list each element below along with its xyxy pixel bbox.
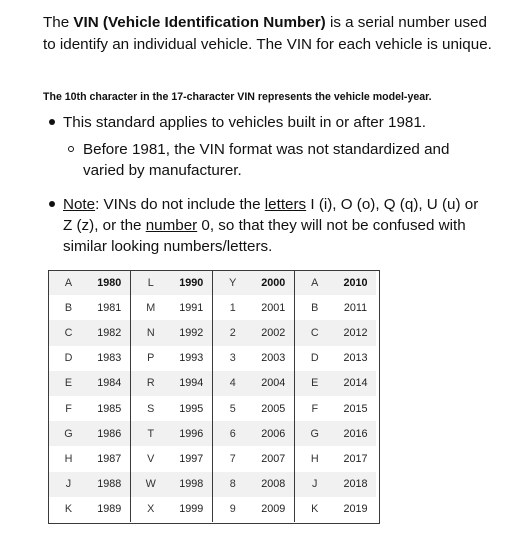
- model-year-cell: 1985: [89, 396, 130, 421]
- model-year-cell: 2001: [253, 295, 294, 320]
- model-year-cell: 2019: [335, 497, 376, 522]
- model-year-cell: 1993: [171, 346, 212, 371]
- vin-character-cell: L: [130, 270, 171, 295]
- model-year-cell: 2014: [335, 371, 376, 396]
- model-year-cell: 2005: [253, 396, 294, 421]
- vin-character-cell: M: [130, 295, 171, 320]
- model-year-cell: 2018: [335, 472, 376, 497]
- hollow-bullet-icon: [68, 146, 74, 152]
- vin-character-cell: F: [48, 396, 89, 421]
- vin-character-cell: 6: [212, 421, 253, 446]
- note-text-3: 0, so that they will not be confused with similar looking numbers/letters.: [63, 217, 466, 255]
- vin-character-cell: J: [48, 472, 89, 497]
- model-year-table: [48, 270, 376, 522]
- model-year-cell: 1987: [89, 446, 130, 471]
- intro-paragraph: [43, 12, 503, 56]
- note-letters-word: letters: [264, 196, 307, 213]
- model-year-cell: 2007: [253, 446, 294, 471]
- vin-character-cell: S: [130, 396, 171, 421]
- vin-character-cell: P: [130, 346, 171, 371]
- model-year-cell: 1992: [171, 320, 212, 345]
- table-row: [48, 371, 376, 396]
- sub-bullet-text: Before 1981, the VIN format was not standardized and varied by manufacturer.: [83, 141, 450, 179]
- table-row: [48, 472, 376, 497]
- model-year-cell: 2004: [253, 371, 294, 396]
- note-text-2: I (i), O (o), Q (q), U (u) or Z (z), or the: [63, 196, 479, 234]
- model-year-cell: 1989: [89, 497, 130, 522]
- vin-character-cell: F: [294, 396, 335, 421]
- vin-character-cell: 9: [212, 497, 253, 522]
- table-row: [48, 320, 376, 345]
- bullet-dot-icon: [49, 201, 55, 207]
- vin-character-cell: 2: [212, 320, 253, 345]
- table-row: [48, 396, 376, 421]
- model-year-cell: 1994: [171, 371, 212, 396]
- bullet-dot-icon: [49, 119, 55, 125]
- vin-character-cell: B: [48, 295, 89, 320]
- vin-character-cell: W: [130, 472, 171, 497]
- bullet-item-standard: [43, 112, 483, 133]
- vin-character-cell: K: [294, 497, 335, 522]
- model-year-cell: 1990: [171, 270, 212, 295]
- model-year-cell: 2016: [335, 421, 376, 446]
- vin-character-cell: N: [130, 320, 171, 345]
- model-year-cell: 1991: [171, 295, 212, 320]
- sub-bullet-item-before-1981: [43, 139, 483, 181]
- bullet-list: [43, 112, 483, 257]
- vin-character-cell: C: [48, 320, 89, 345]
- table-row: [48, 446, 376, 471]
- note-number-word: number: [145, 217, 198, 234]
- vin-character-cell: T: [130, 421, 171, 446]
- bullet-text-standard: This standard applies to vehicles built in or after 1981.: [63, 114, 427, 131]
- vin-term: VIN (Vehicle Identification Number): [73, 14, 326, 31]
- model-year-cell: 1982: [89, 320, 130, 345]
- table-row: [48, 421, 376, 446]
- note-text-1: : VINs do not include the: [95, 196, 265, 213]
- note-label: Note: [63, 196, 96, 213]
- vin-character-cell: H: [294, 446, 335, 471]
- model-year-cell: 2017: [335, 446, 376, 471]
- model-year-cell: 1981: [89, 295, 130, 320]
- model-year-cell: 1995: [171, 396, 212, 421]
- model-year-cell: 1997: [171, 446, 212, 471]
- vin-character-cell: J: [294, 472, 335, 497]
- model-year-cell: 2010: [335, 270, 376, 295]
- model-year-cell: 1983: [89, 346, 130, 371]
- intro-text-start: The: [43, 14, 74, 31]
- model-year-cell: 1984: [89, 371, 130, 396]
- model-year-cell: 2003: [253, 346, 294, 371]
- vin-character-cell: 3: [212, 346, 253, 371]
- intro-text-end: is a serial number used to identify an individual vehicle. The VIN for each vehicle is unique.: [43, 14, 492, 53]
- table-row: [48, 497, 376, 522]
- model-year-cell: 2000: [253, 270, 294, 295]
- vin-character-cell: E: [294, 371, 335, 396]
- model-year-cell: 1988: [89, 472, 130, 497]
- vin-character-cell: 4: [212, 371, 253, 396]
- model-year-cell: 2011: [335, 295, 376, 320]
- vin-character-cell: A: [48, 270, 89, 295]
- model-year-cell: 1986: [89, 421, 130, 446]
- vin-character-cell: R: [130, 371, 171, 396]
- model-year-cell: 2012: [335, 320, 376, 345]
- vin-character-cell: 7: [212, 446, 253, 471]
- vin-character-cell: A: [294, 270, 335, 295]
- vin-character-cell: 5: [212, 396, 253, 421]
- vin-character-cell: Y: [212, 270, 253, 295]
- model-year-cell: 1998: [171, 472, 212, 497]
- model-year-cell: 1996: [171, 421, 212, 446]
- vin-character-cell: 1: [212, 295, 253, 320]
- model-year-cell: 2008: [253, 472, 294, 497]
- vin-character-cell: V: [130, 446, 171, 471]
- model-year-table-body: [48, 270, 376, 522]
- table-row: [48, 346, 376, 371]
- model-year-cell: 2009: [253, 497, 294, 522]
- model-year-cell: 2015: [335, 396, 376, 421]
- vin-character-cell: G: [294, 421, 335, 446]
- table-row: [48, 270, 376, 295]
- vin-character-cell: B: [294, 295, 335, 320]
- bullet-item-note: [43, 194, 483, 257]
- model-year-heading: The 10th character in the 17-character VIN represents the vehicle model-year.: [43, 91, 432, 103]
- model-year-cell: 2013: [335, 346, 376, 371]
- table-row: [48, 295, 376, 320]
- vin-character-cell: K: [48, 497, 89, 522]
- vin-character-cell: C: [294, 320, 335, 345]
- vin-character-cell: G: [48, 421, 89, 446]
- model-year-cell: 2006: [253, 421, 294, 446]
- vin-character-cell: 8: [212, 472, 253, 497]
- model-year-cell: 1980: [89, 270, 130, 295]
- vin-character-cell: E: [48, 371, 89, 396]
- vin-character-cell: H: [48, 446, 89, 471]
- vin-character-cell: D: [48, 346, 89, 371]
- vin-character-cell: D: [294, 346, 335, 371]
- model-year-cell: 2002: [253, 320, 294, 345]
- vin-character-cell: X: [130, 497, 171, 522]
- model-year-cell: 1999: [171, 497, 212, 522]
